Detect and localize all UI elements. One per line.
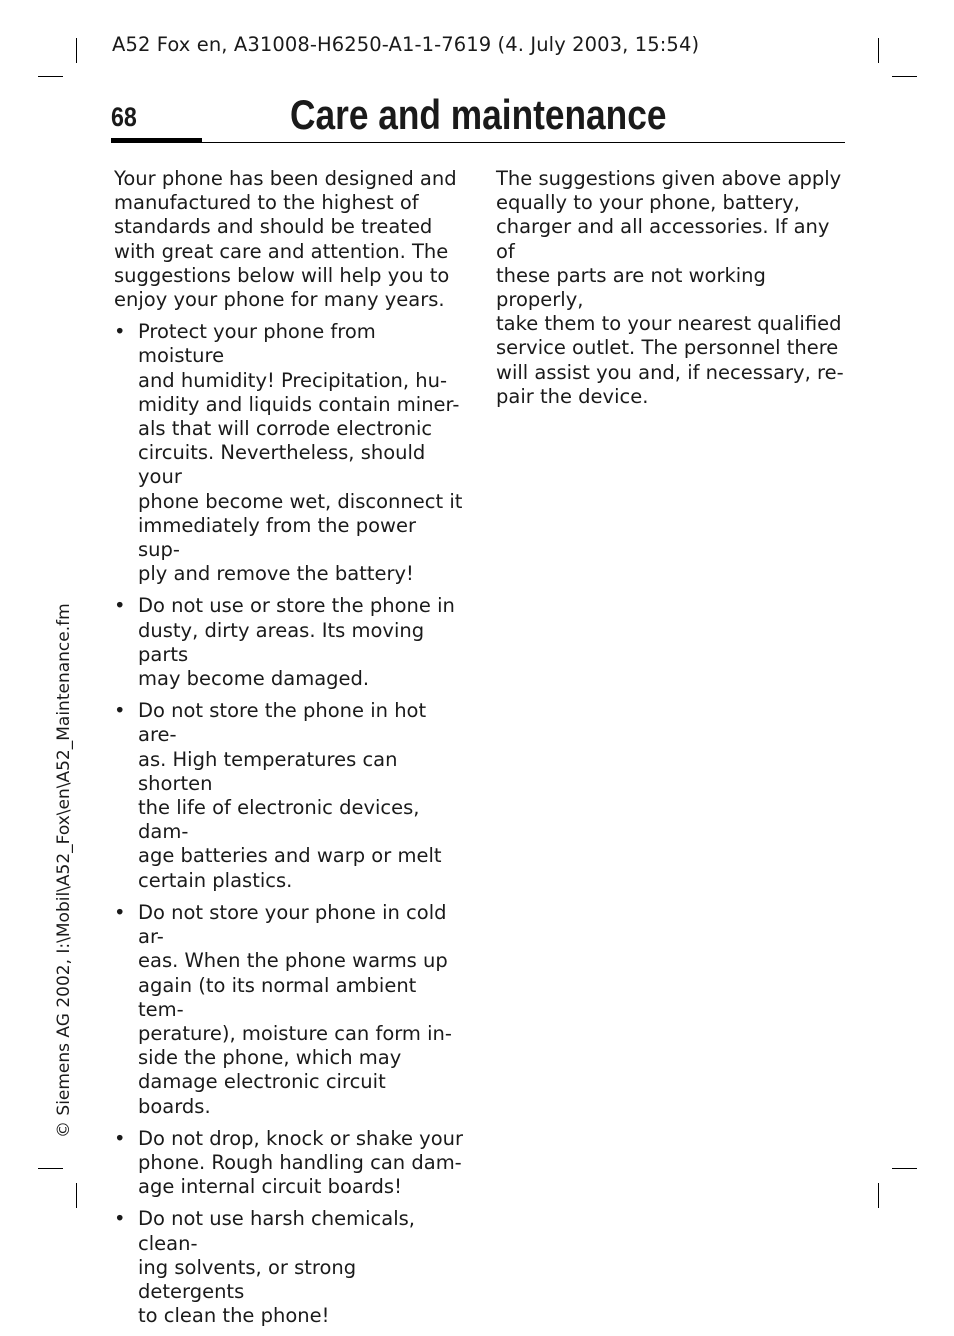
bullet-glyph: • xyxy=(114,1207,126,1231)
bullet-glyph: • xyxy=(114,594,126,618)
crop-mark-top-right-horizontal xyxy=(892,76,917,77)
list-item-text: Do not use harsh chemicals, clean- ing solvents, or strong detergents to clean the phone! xyxy=(138,1207,415,1328)
crop-mark-bottom-left-vertical xyxy=(76,1183,77,1208)
list-item xyxy=(114,320,464,586)
crop-mark-top-left-vertical xyxy=(76,38,77,63)
list-item xyxy=(114,594,464,691)
crop-mark-bottom-right-horizontal xyxy=(892,1168,917,1169)
bullet-glyph: • xyxy=(114,699,126,723)
page-number: 68 xyxy=(111,102,137,132)
list-item-text: Do not use or store the phone in dusty, dirty areas. Its moving parts may become damaged. xyxy=(138,594,455,691)
list-item-text: Do not drop, knock or shake your phone. Rough handling can dam- age internal circuit boards! xyxy=(138,1126,463,1199)
suggestions-paragraph: The suggestions given above apply equally to your phone, battery, charger and all accessories. If any of these parts are not working properly, take them to your nearest qualified service outlet. The personnel there will assist you and, if necessary, re- pair the device. xyxy=(496,167,844,408)
copyright-file-path: © Siemens AG 2002, I:\Mobil\A52_Fox\en\A52_Maintenance.fm xyxy=(54,603,74,1138)
crop-mark-bottom-left-horizontal xyxy=(38,1168,63,1169)
list-item xyxy=(114,901,464,1119)
intro-paragraph: Your phone has been designed and manufactured to the highest of standards and should be treated with great care and attention. The suggestions below will help you to enjoy your phone for many years. xyxy=(114,167,457,312)
list-item-text: Do not store your phone in cold ar- eas. When the phone warms up again (to its normal ambient tem- perature), moisture can form in- side the phone, which may damage electronic circuit boards. xyxy=(138,900,452,1118)
bullet-glyph: • xyxy=(114,900,126,924)
crop-mark-top-right-vertical xyxy=(878,38,879,63)
bullet-glyph: • xyxy=(114,1126,126,1150)
list-item xyxy=(114,699,464,893)
crop-mark-top-left-horizontal xyxy=(38,76,63,77)
file-info-header: A52 Fox en, A31008-H6250-A1-1-7619 (4. July 2003, 15:54) xyxy=(112,33,700,56)
crop-mark-bottom-right-vertical xyxy=(878,1183,879,1208)
list-item xyxy=(114,1207,464,1328)
bullet-glyph: • xyxy=(114,320,126,344)
left-column xyxy=(114,167,464,1336)
list-item-text: Do not store the phone in hot are- as. High temperatures can shorten the life of electronic devices, dam- age batteries and warp or melt certain plastics. xyxy=(138,699,442,892)
right-column xyxy=(496,167,846,409)
list-item-text: Protect your phone from moisture and humidity! Precipitation, hu- midity and liquids contain miner- als that will corrode electronic circuits. Nevertheless, should your phone become wet, disconnect it immediately from the power sup- ply and remove the battery! xyxy=(138,320,463,586)
list-item xyxy=(114,1127,464,1200)
care-bullet-list xyxy=(114,320,464,1328)
title-rule xyxy=(111,142,845,143)
page-title: Care and maintenance xyxy=(290,91,667,138)
